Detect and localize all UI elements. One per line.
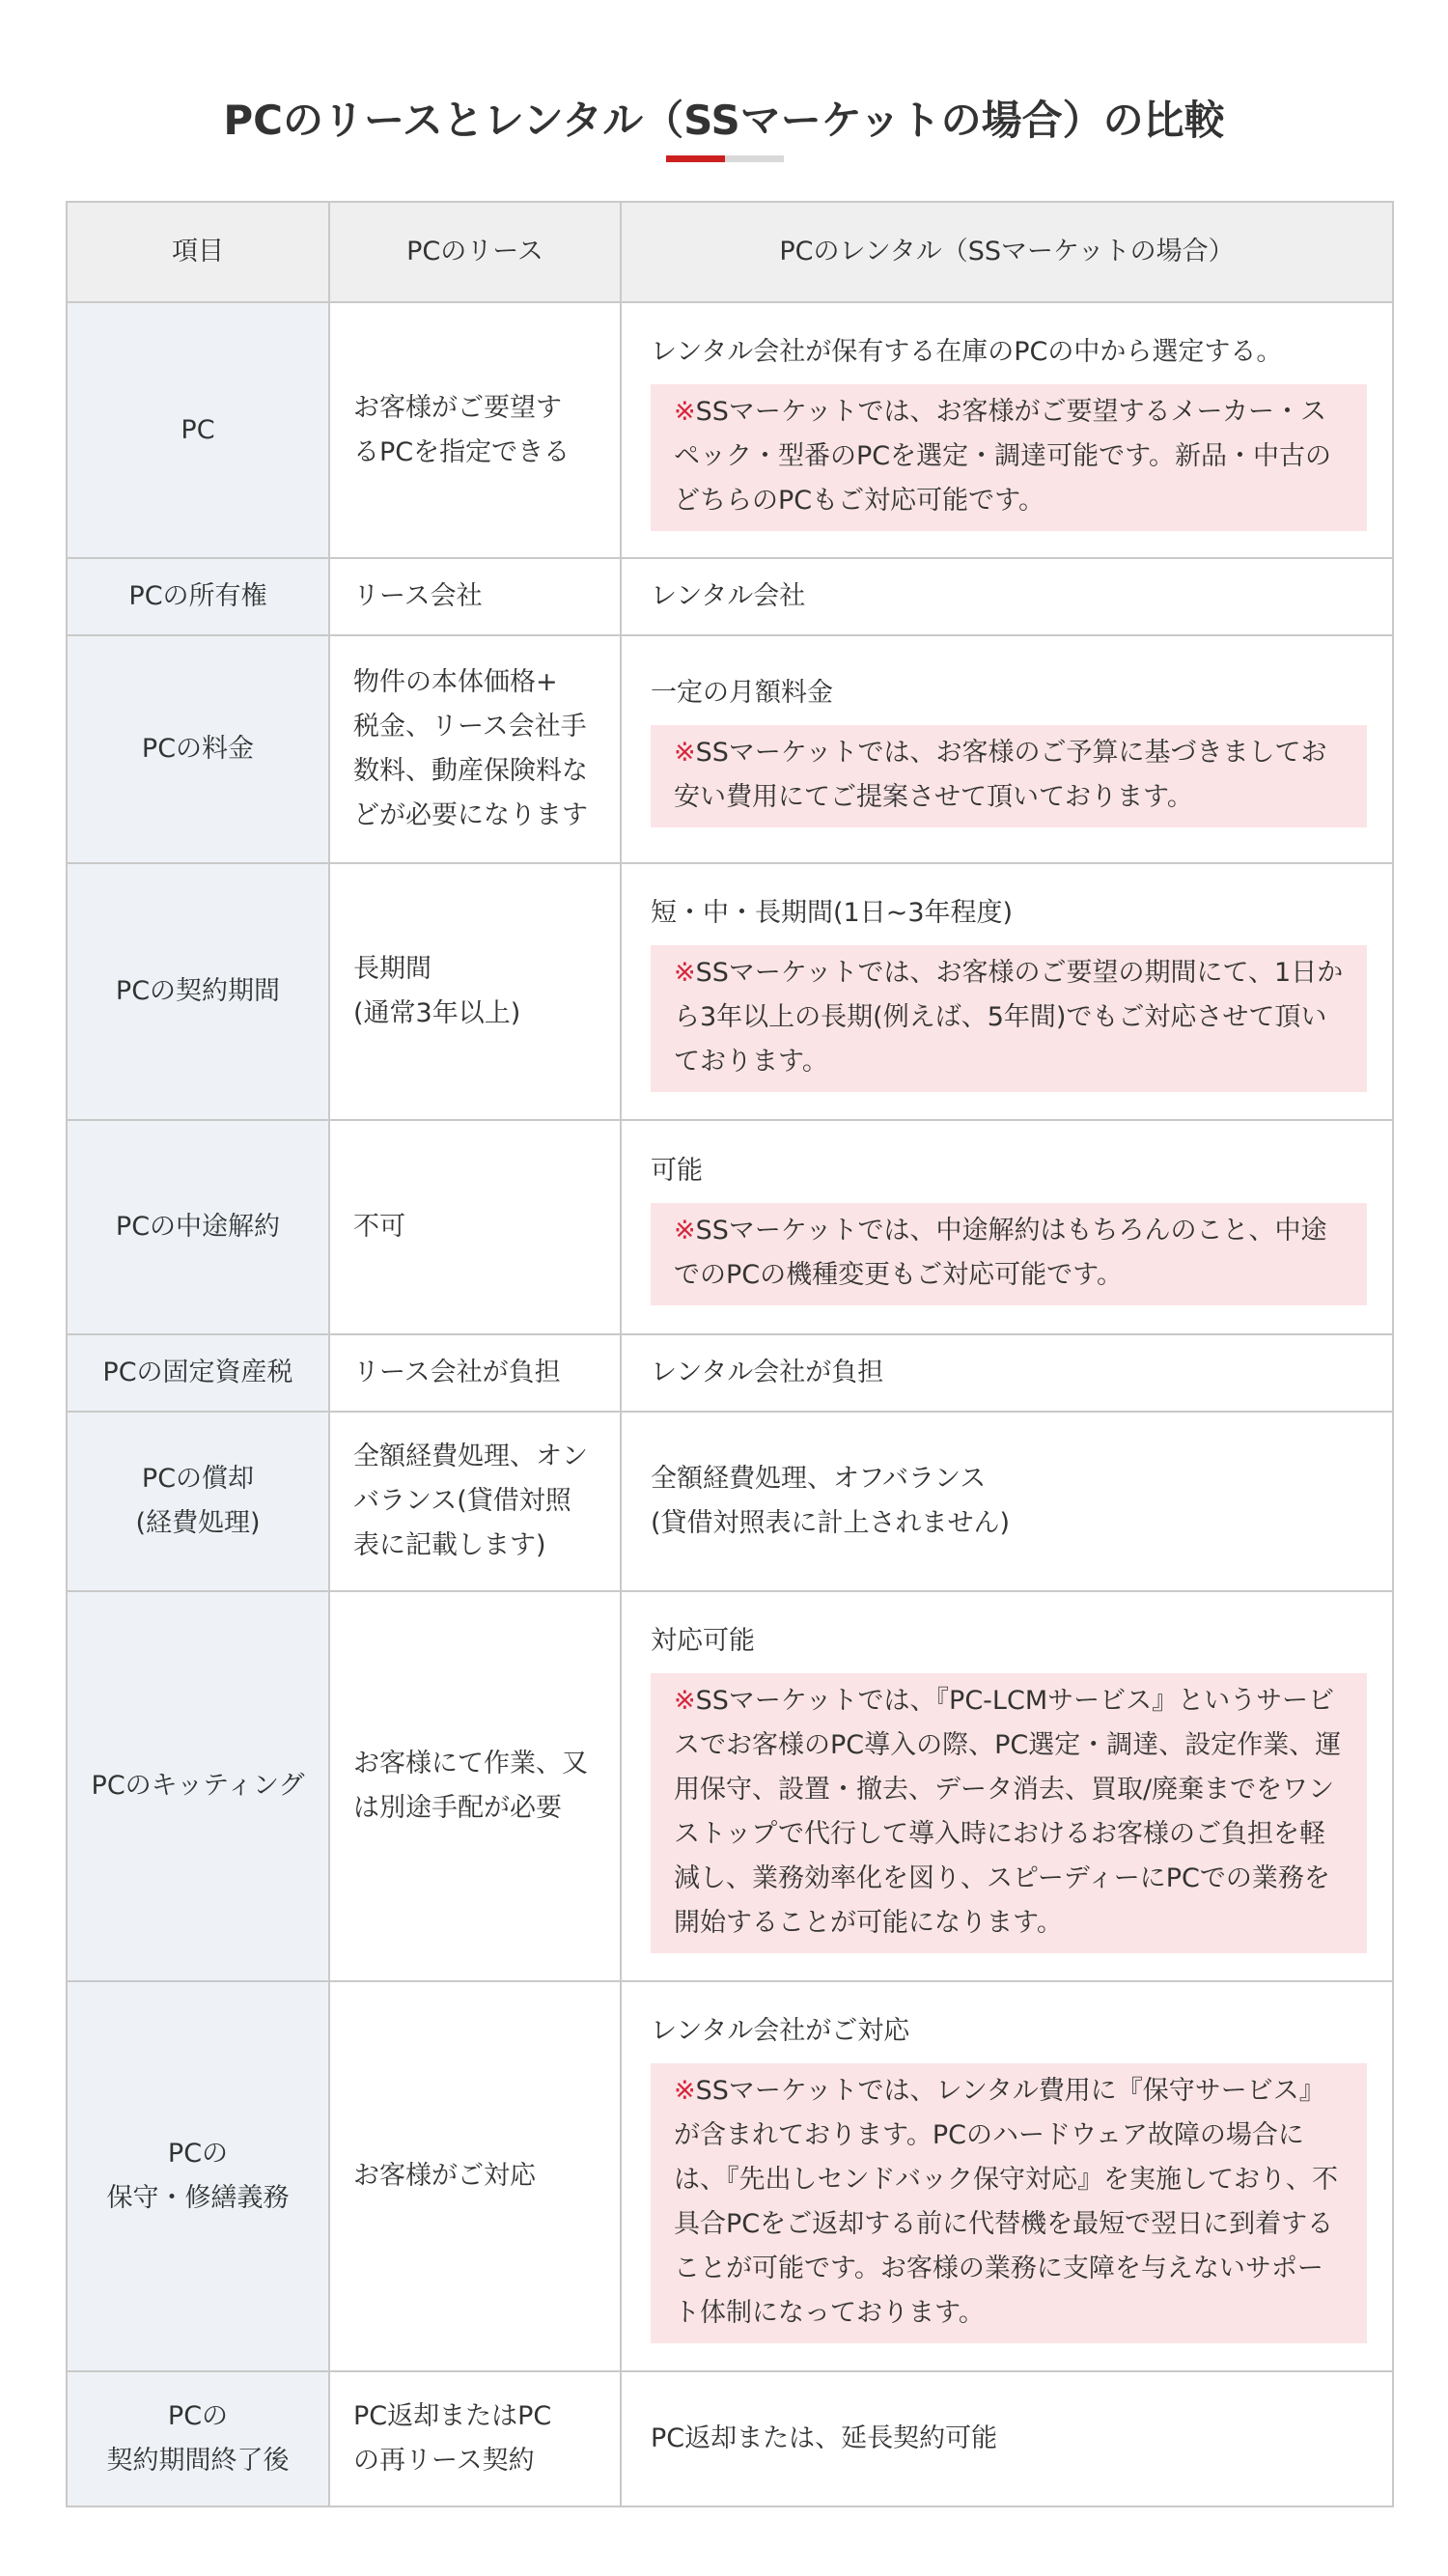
- rental-text: 可能: [651, 1156, 703, 1186]
- row-label: PCの料金: [67, 635, 329, 863]
- lease-cell: リース会社が負担: [329, 1334, 621, 1412]
- table-row: [67, 1412, 1393, 1591]
- lease-cell: リース会社: [329, 558, 621, 635]
- lease-cell: PC返却またはPC の再リース契約: [329, 2371, 621, 2506]
- row-label: PCのキッティング: [67, 1591, 329, 1981]
- rental-cell: [621, 1120, 1393, 1334]
- table-row: [67, 302, 1393, 558]
- rental-text: 一定の月額料金: [651, 678, 833, 708]
- note-text: SSマーケットでは、『PC-LCMサービス』というサービスでお客様のPC導入の際、PC選定・調達、設定作業、運用保守、設置・撤去、データ消去、買取/廃棄までをワンストップで代行して導入時におけるお客様のご負担を軽減し、業務効率化を図り、スピーディーにPCでの業務を開始することが可能になります。: [674, 1686, 1342, 1938]
- row-label: PCの 保守・修繕義務: [67, 1981, 329, 2371]
- rental-note: [651, 384, 1367, 531]
- row-label: PCの 契約期間終了後: [67, 2371, 329, 2506]
- header-item: 項目: [67, 202, 329, 302]
- table-row: [67, 635, 1393, 863]
- lease-cell: 長期間 (通常3年以上): [329, 863, 621, 1120]
- note-mark: ※: [674, 738, 696, 768]
- lease-cell: お客様がご対応: [329, 1981, 621, 2371]
- row-label: PC: [67, 302, 329, 558]
- rental-cell: [621, 302, 1393, 558]
- note-mark: ※: [674, 1216, 696, 1246]
- header-lease: PCのリース: [329, 202, 621, 302]
- table-row: [67, 1120, 1393, 1334]
- note-mark: ※: [674, 396, 696, 427]
- title-underline: [666, 155, 784, 162]
- row-label: PCの所有権: [67, 558, 329, 635]
- note-text: SSマーケットでは、お客様のご要望の期間にて、1日から3年以上の長期(例えば、5年間)でもご対応させて頂いております。: [674, 958, 1344, 1077]
- rental-cell: [621, 863, 1393, 1120]
- table-row: [67, 1591, 1393, 1981]
- rental-text: レンタル会社がご対応: [651, 2016, 910, 2046]
- rental-note: [651, 1203, 1367, 1305]
- rental-cell: [621, 635, 1393, 863]
- rental-note: [651, 2063, 1367, 2343]
- table-row: [67, 558, 1393, 635]
- rental-cell: [621, 1591, 1393, 1981]
- rental-cell: [621, 1981, 1393, 2371]
- rental-cell: レンタル会社が負担: [621, 1334, 1393, 1412]
- note-text: SSマーケットでは、お客様がご要望するメーカー・スペック・型番のPCを選定・調達可能です。新品・中古のどちらのPCもご対応可能です。: [674, 396, 1331, 516]
- rental-cell: 全額経費処理、オフバランス (貸借対照表に計上されません): [621, 1412, 1393, 1591]
- note-text: SSマーケットでは、レンタル費用に『保守サービス』が含まれております。PCのハードウェア故障の場合には、『先出しセンドバック保守対応』を実施しており、不具合PCをご返却する前に代替機を最短で翌日に到着することが可能です。お客様の業務に支障を与えないサポート体制になっております。: [674, 2076, 1338, 2328]
- lease-cell: 物件の本体価格+ 税金、リース会社手 数料、動産保険料な どが必要になります: [329, 635, 621, 863]
- header-rental: PCのレンタル（SSマーケットの場合）: [621, 202, 1393, 302]
- page-title: PCのリースとレンタル（SSマーケットの場合）の比較: [223, 97, 1225, 145]
- row-label: PCの償却 (経費処理): [67, 1412, 329, 1591]
- rental-cell: PC返却または、延長契約可能: [621, 2371, 1393, 2506]
- rental-note: [651, 725, 1367, 827]
- row-label: PCの中途解約: [67, 1120, 329, 1334]
- note-text: SSマーケットでは、中途解約はもちろんのこと、中途でのPCの機種変更もご対応可能です。: [674, 1216, 1327, 1290]
- table-row: [67, 863, 1393, 1120]
- rental-text: 対応可能: [651, 1626, 755, 1656]
- comparison-table: [66, 201, 1394, 2507]
- lease-cell: お客様がご要望す るPCを指定できる: [329, 302, 621, 558]
- lease-cell: 全額経費処理、オン バランス(貸借対照 表に記載します): [329, 1412, 621, 1591]
- rental-text: レンタル会社が保有する在庫のPCの中から選定する。: [651, 336, 1283, 367]
- rental-note: [651, 945, 1367, 1092]
- table-row: [67, 2371, 1393, 2506]
- title-underline-accent: [666, 155, 725, 162]
- lease-cell: お客様にて作業、又 は別途手配が必要: [329, 1591, 621, 1981]
- lease-cell: 不可: [329, 1120, 621, 1334]
- note-mark: ※: [674, 958, 696, 988]
- note-mark: ※: [674, 2076, 696, 2106]
- table-row: [67, 1334, 1393, 1412]
- rental-note: [651, 1673, 1367, 1953]
- table-row: [67, 1981, 1393, 2371]
- rental-text: 短・中・長期間(1日~3年程度): [651, 898, 1014, 928]
- row-label: PCの契約期間: [67, 863, 329, 1120]
- note-text: SSマーケットでは、お客様のご予算に基づきましてお安い費用にてご提案させて頂いております。: [674, 738, 1327, 812]
- row-label: PCの固定資産税: [67, 1334, 329, 1412]
- table-header-row: [67, 202, 1393, 302]
- rental-cell: レンタル会社: [621, 558, 1393, 635]
- note-mark: ※: [674, 1686, 696, 1716]
